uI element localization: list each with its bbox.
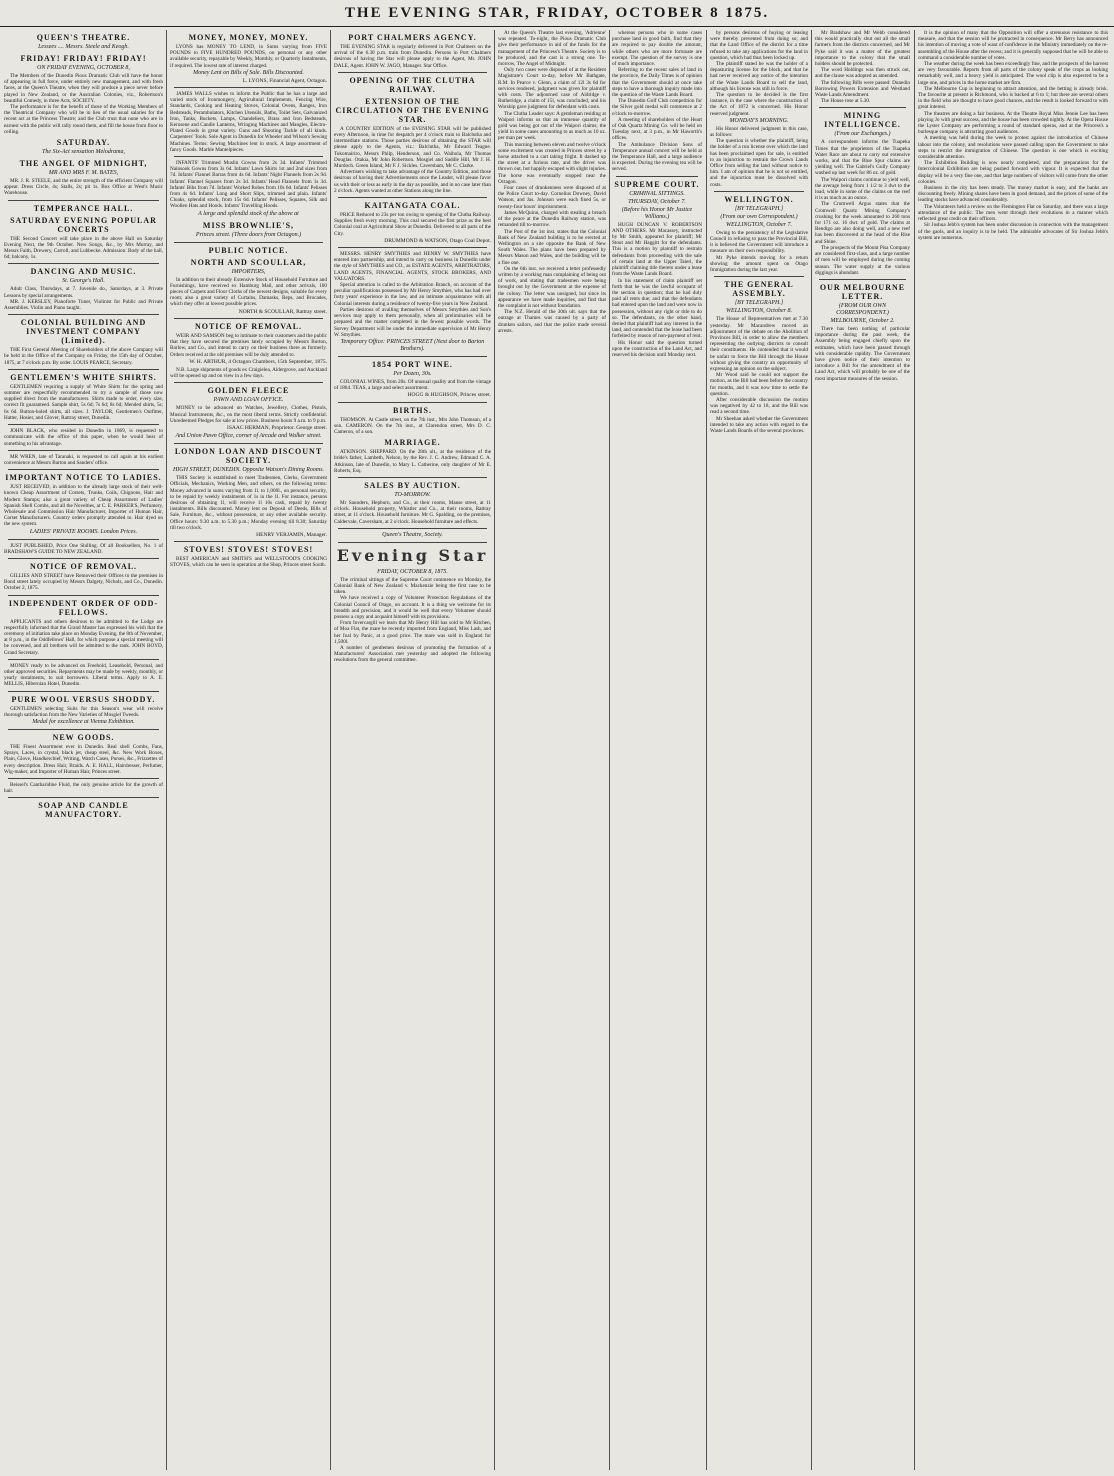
subheading: Princes street. (Three doors from Octagon.) [195, 231, 302, 238]
subheading: IMPORTERS, [231, 268, 266, 275]
signature-line: NORTH & SCOULLAR, Rattray street. [238, 308, 327, 315]
article-paragraph: THOMSON. At Castle street, on the 7th inst., Mrs John Thomson, of a son. CAMERON. On the 7th inst., at Clarendon street, Mrs D. C. Cameron, of a son. [334, 416, 491, 435]
signature-line: ISAAC HERMAN, Proprietor. George street. [227, 424, 327, 431]
article-paragraph: MR WREN, late of Taranaki, is requested to call again at his earliest convenience at Messrs Barton and Sanders' office. [4, 453, 163, 466]
section-heading: GOLDEN FLEECE [207, 386, 290, 396]
column-4 [498, 30, 606, 1470]
subheading: LADIES' PRIVATE ROOMS. London Prices. [29, 528, 138, 535]
article-paragraph: Sir Joshua Jebb's system has been under discussion in connection with the management of the gaols, and an inquiry is to be held. The admirable advocates of Sir Joshua Jebb's system are numerous. [918, 222, 1108, 241]
article-paragraph: In addition to their already Extensive Stock of Household Furniture and Furnishings, have received ex Hamburg Mail, and other arrivals, 100 pieces of Carpets and Floor Cloths of the newest designs, suitable for every room; also a great variety of Curtains, Damasks, Reps, and Brocades, which they offer at lowest possible prices. [170, 276, 327, 308]
article-paragraph: The House of Representatives met at 7.30 yesterday. Mr Macandrew moved an adjournment of the debate on the Abolition of Provinces Bill, in order to allow the members representing the outlying districts to consult their constituents. He contended that it would be unfair to force the Bill through the House without giving the country an opportunity of expressing an opinion on the subject. [710, 316, 808, 372]
article-paragraph: Advertisers wishing to take advantage of the Country Edition, and those desirous of having their Advertisements once the Leader, will please favor us with their or less as early in the day as possible, and in no case later than 2 o'clock. Agents wanted at other Stations along the line. [334, 169, 491, 194]
article-paragraph: PRICE Reduced to 23s per ton owing to opening of the Clutha Railway. Supplies fresh every morning. This coal secured the first prize as the best Colonial coal at Agricultural Show at Dunedin. Delivered to all parts of the City. [334, 212, 491, 237]
column-rule [811, 30, 812, 1470]
article-paragraph: At the Queen's Theatre last evening, 'Adrienne' was repeated. To-night, the Pious Dramatic Club give their performance in aid of the funds for the management of the Princess's Theatre. Society is to be produced, and the cast is a strong one. To-morrow, The Angel of Midnight. [498, 30, 606, 68]
article-paragraph: whereas persons who in some cases purchase land in good faith, find that they are required to pay double the amount, while others who are more fortunate are exempt. The question of the survey is one of much importance. [612, 30, 702, 68]
subheading: MELBOURNE, October 2. [830, 317, 895, 324]
section-heading: 1854 PORT WINE. [372, 359, 453, 369]
article-paragraph: MR. J. R. STEELE, and the entire strength of the efficient Company will appear. Dress Circle, 4s; Stalls, 2s; pit 1s. Box Office at West's Music Warehouse. [4, 178, 163, 197]
article-paragraph: MR. J. KERSLEY, Pianoforte Tuner, Violinist for Public and Private Assemblies. Violin and Piano taught. [4, 298, 163, 312]
subheading: Lessees .... Messrs. Steele and Keogh. [38, 44, 129, 50]
subheading: St. George's Hall. [62, 278, 105, 285]
article-paragraph: Special attention is called to the Arbitration Branch, on account of the peculiar qualifications possessed by Mr Henry Smythies, who has had over forty years' experience in the law, and an intimate acquaintance with all Colonial interests during a residence of twenty-five years in New Zealand. [334, 282, 491, 307]
column-separator [8, 424, 159, 425]
section-heading: SOAP AND CANDLE MANUFACTORY. [38, 801, 129, 820]
column-separator [338, 542, 487, 543]
column-separator [8, 314, 159, 315]
subheading: Temporary Office: PRINCES STREET (Next door to Barton Brothers). [340, 338, 485, 352]
article-paragraph: JUST PUBLISHED, Price One Shilling. Of all Booksellers, No. 1 of BRADSHAW'S GUIDE TO NEW ZEALAND. [4, 542, 163, 555]
article-paragraph: The question is whether the plaintiff, being the holder of a run license over which the land has been proclaimed open for sale, is entitled to an injunction to restrain the Crown Lands Office from selling the land without notice to him. I am of opinion that he is not so entitled, and the injunction must be dissolved with costs. [710, 138, 808, 188]
section-heading: DANCING AND MUSIC. [30, 267, 137, 277]
article-paragraph: GILLIES AND STREET have Removed their Offices to the premises in Bond street lately occupied by Messrs Dalgety, Nichols, and Co., Dunedin. October 2, 1875. [4, 572, 163, 592]
article-paragraph: HUGH DUNCAN V. ROBERTSON AND OTHERS. Mr Macassey, instructed by Mr Smith, appeared for plaintiff; Mr Stout and Mr Haggitt for the defendants. This is a motion by plaintiff to restrain defendants from proceeding with the sale of certain land at the Upper Taieri, the plaintiff claiming title thereto under a lease from the Waste Lands Board. [612, 221, 702, 278]
subheading: CRIMINAL SITTINGS. [629, 190, 685, 197]
subheading: Money Lent on Bills of Sale. Bills Discounted. [193, 69, 304, 76]
article-paragraph: Mr Saunders, Hepburn, and Co., at their rooms, Manse street, at 11 o'clock. Household property, Whistler and Co., at their rooms, Rattray street, at 11 o'clock. Household furniture. Mr G. Spalding, on the premises, Caldervale, Caversham, at 2 o'clock. Household furniture and effects. [334, 499, 491, 525]
article-paragraph: Mr Sheehan asked whether the Government intended to take any action with regard to the Waste Lands Boards of the several provinces. [710, 415, 808, 434]
article-paragraph: Only two cases were disposed of at the Resident Magistrate's Court to-day, before Mr Bathgate, R.M. In Pearce v. Glenn, a claim of 12l 3s 6d for services rendered, judgment was given for plaintiff with costs. The adjourned case of Aldridge v. Rutheridge, a claim of 15l, was concluded, and his Worship gave judgment for defendant with costs. [498, 67, 606, 111]
article-paragraph: On the 6th inst. we received a letter professedly written by a working man complaining of being out of work, and stating that tradesmen were being brought out by the Government at the expense of the colony. The letter was unsigned, but since its appearance we have made inquiries, and find that the complaint is not without foundation. [498, 265, 606, 309]
article-paragraph: MONEY to be advanced on Watches, Jewellery, Clothes, Pistols, Musical Instruments, &c., on the most liberal terms. Strictly confidential. Unredeemed Pledges for sale at low prices. Business hours 9 a.m. to 9 p.m. [170, 405, 327, 424]
column-1 [4, 30, 163, 1470]
section-heading: NOTICE OF REMOVAL. [29, 561, 138, 571]
article-paragraph: THE EVENING STAR is regularly delivered in Port Chalmers on the arrival of the 6.30 p.m. train from Dunedin. Persons in Port Chalmers desirous of having the Star will please apply to the Agent, Mr. JOHN DALE, Agent. JOHN W. JAGO, Manager. Star Office. [334, 44, 491, 69]
article-paragraph: In his statement of claim plaintiff set forth that he was the lawful occupant of the section in question; that he had duly paid all rents due; and that the defendants had entered upon the land and were now in possession, without any right or title to do so. The defendants, on the other hand, denied that plaintiff had any interest in the land, and contended that the lease had been forfeited by reason of non-payment of rent. [612, 277, 702, 340]
article-paragraph: Adult Class, Thursdays, at 7. Juvenile do., Saturdays, at 3. Private Lessons by special arrangements. [4, 286, 163, 299]
column-separator [174, 382, 323, 383]
column-rule [330, 30, 331, 1470]
subheading: (Before his Honor Mr Justice Williams.) [621, 206, 693, 220]
article-paragraph: The N.Z. Herald of the 30th ult. says that the outrage at Thames was caused by a party of drunken sailors, and that the police made several arrests. [498, 309, 606, 334]
column-separator [8, 369, 159, 370]
article-paragraph: After considerable discussion the motion was negatived by 42 to 18, and the Bill was read a second time. [710, 396, 808, 416]
article-paragraph: A COUNTRY EDITION of the EVENING STAR will be published every Afternoon, in time for despatch per 4 o'clock train to Balclutha and intermediate stations. Those parties desirous of obtaining the STAR will please apply to the Agents, viz.: Balclutha, Mr Edward Teague. Tokomairiro, Messrs Philp, Henderson, and Co. Waihola, Mr Thomas Douglas. Otakia, Mr John Robertson. Mosgiel and Saddle Hill, Mr J. H. Murdoch. Green Island, Mr F. J. Sickles. Caversham, Mr C. Clarke. [334, 125, 491, 170]
article-paragraph: GENTLEMEN selecting Suits for this Season's wear will receive thorough satisfaction from the New Varieties of Mosgiel Tweeds. [4, 705, 163, 718]
subheading: (FROM OUR OWN CORRESPONDENT.) [836, 302, 889, 316]
article-paragraph: His Honor delivered judgment in this case, as follows: [710, 125, 808, 139]
column-separator [8, 729, 159, 730]
section-heading: PUBLIC NOTICE. [208, 245, 289, 255]
column-6 [710, 30, 808, 1470]
section-heading: STOVES! STOVES! STOVES! [183, 545, 314, 555]
column-separator [8, 450, 159, 451]
column-rule [914, 30, 915, 1470]
column-rule [166, 30, 167, 1470]
signature-line: HOGG & HUGHSON, Princes street. [407, 392, 491, 399]
article-paragraph: JUST RECEIVED, in addition to the already large stock of their well-known Cheap Assortment of Corsets, Trunks, Coils, Chignons, Hair and Modern Stamps; also a great variety of Cheap Assortment of Ladies' Spanish Shell Combs, and all the Novelties, at C. E. PARKER'S, Perfumery, Wholesale and Commission Hair Manufacturer, Importer of Human Hair, Corset Manufacturers. Country orders promptly attended to. Hair dyed on the new system. [4, 484, 163, 528]
article-paragraph: JAMES WALLS wishes to inform the Public that he has a large and varied stock of Ironmongery, Agricultural Implements, Fencing Wire, Standards, Cooking and Heating Stoves, Colonial Ovens, Ranges, Iron Bedsteads, Perambulators, Kitchen Utensils, Baths, Toilet Sets, Galvanized Iron, Tanks, Buckets, Lamps, Chandeliers, Brass and Iron Bedsteads, Kerosene and Candle Lanterns, Wringing Machines and Mangles, Electro-Plated Goods in great variety. Guns and Shooting Tackle of all kinds. Carpenters' Tools. Sole Agent in Dunedin for Wheeler and Wilson's Sewing Machines. Terms: Sewing Machines lent in stock. A large assortment of fancy Goods. Marble Mantelpieces. [170, 91, 327, 153]
section-heading: OPENING OF THE CLUTHA RAILWAY. [349, 75, 476, 94]
column-separator [338, 197, 487, 198]
subheading: ON FRIDAY EVENING, OCTOBER 8, [37, 65, 130, 71]
article-paragraph: A number of gentlemen desirous of promoting the formation of a Manufacturers' Association met yesterday and adopted the following resolutions from the general committee. [334, 644, 491, 664]
article-paragraph: ATKINSON. SHEPPARD. On the 28th ult., at the residence of the bride's father, Lambeth, Nelson, by the Rev. J. C. Andrew, Edmund C. A. Atkinson, late of Dunedin, to Mary L. Catherine, only daughter of Mr E. Roberts, Esq. [334, 449, 491, 474]
subheading: WELLINGTON, October 7. [726, 221, 792, 228]
article-paragraph: The plaintiff stated he was the holder of a depasturing license for the block, and that he had never received any notice of the intention of the Waste Lands Board to sell the land, although his license was still in force. [710, 61, 808, 92]
article-paragraph: Beissel's Cantharidine Fluid, the only genuine article for the growth of hair. [4, 782, 163, 795]
signature-line: DRUMMOND & WATSON, Otago Coal Depot. [384, 237, 491, 244]
article-paragraph: The Exhibition Building is now nearly completed, and the preparations for the Intercolonial Exhibition are being pushed forward with vigour. It is expected that the display will be a very fine one, and that large numbers of visitors will come from the other colonies. [918, 160, 1108, 185]
article-paragraph: The Melbourne Cup is beginning to attract attention, and the betting is already brisk. The favourite at present is Richmond, who is backed at 6 to 1; but there are several others in the field who are thought to have good chances, and the result is looked forward to with great interest. [918, 85, 1108, 111]
article-paragraph: The weather during the week has been exceedingly fine, and the prospects of the harvest are very favourable. Reports from all parts of the colony speak of the crops as looking remarkably well, and a heavy yield is anticipated. The wool clip is also expected to be a large one, and prices in the home market are firm. [918, 61, 1108, 86]
signature-line: L. LYONS, Financial Agent, Octagon. [242, 77, 327, 84]
subheading: TO-MORROW. [394, 491, 431, 498]
column-separator [8, 595, 159, 596]
section-heading: MISS BROWNLIE'S, [202, 220, 295, 230]
article-paragraph: The House rose at 5.30. [821, 98, 871, 105]
section-heading: TEMPERANCE HALL. [33, 203, 134, 213]
article-paragraph: A correspondent informs the Tuapeka Times that the proprietors of the Tuapeka Water Race are about to carry out extensive works, and that the Blue Spur claims are yielding well. The Gabriel's Gully Company washed up last week for 86 oz. of gold. [815, 139, 910, 177]
subheading: The Six-Act sensation Melodrama, [42, 149, 125, 156]
signature-line: W. H. ARTHUR, 4 Octagon Chambers, 15th September, 1875. [189, 358, 327, 365]
article-paragraph: His Honor said the question turned upon the construction of the Land Act, and reserved his decision until Monday next. [612, 339, 702, 358]
article-paragraph: This morning between eleven and twelve o'clock some excitement was created in Princes street by a horse attached to a cart taking fright. It dashed up the street at a furious rate, and the driver was thrown out, but happily escaped with slight injuries. The horse was eventually stopped near the Octagon. [498, 141, 606, 185]
section-heading: NORTH AND SCOULLAR, [190, 257, 307, 267]
subheading: HIGH STREET, DUNEDIN. Opposite Watson's Dining Rooms. [172, 467, 325, 474]
subheading: And Union Pawn Office, corner of Arcade and Walker street. [175, 433, 322, 440]
article-paragraph: Mr Wood said he could not support the motion, as the Bill had been before the country for months, and it was now time to settle the question. [710, 372, 808, 397]
column-separator [8, 558, 159, 559]
subheading: MONDAY'S MORNING. [729, 117, 789, 124]
column-separator [8, 778, 159, 779]
section-heading: SATURDAY EVENING POPULAR CONCERTS [10, 215, 157, 234]
article-paragraph: Business in the city has been steady. The money market is easy, and the banks are discounting freely. Mining shares have been in good demand, and the prices of some of the leading stocks have advanced considerably. [918, 185, 1108, 204]
article-paragraph: The Ambulance Division Sons of Temperance annual concert will be held at the Temperance Hall, and a large audience is expected. During the evening tea will be served. [612, 141, 702, 173]
article-paragraph: A meeting of shareholders of the Heart of Oak Quartz Mining Co. will be held on Tuesday next, at 3 p.m., in Mr Haworth's offices. [612, 116, 702, 142]
article-paragraph: LYONS has MONEY TO LEND, in Sums varying from FIVE POUNDS to FIVE HUNDRED POUNDS, on personal or any other available security, repayable by Weekly, Monthly, or Quarterly Instalments, if required. The lowest rate of interest charged. [170, 44, 327, 69]
article-paragraph: It is the opinion of many that the Opposition will offer a strenuous resistance to this measure, and that the session will be protracted in consequence. Mr Berry has announced his intention of moving a vote of want of confidence in the Ministry immediately on the re-assembling of the House after the recess; and it is generally supposed that he will be able to command a considerable number of votes. [918, 30, 1108, 61]
section-heading: THE GENERAL ASSEMBLY. [724, 280, 794, 299]
article-paragraph: THE Finest Assortment ever in Dunedin. Real shell Combs, Fans, Sprays, Laces, in crystal, black jet, cheap steel, &c. New Work Boxes, Plain, Glove, Handkerchief, Writing, Watch Cases, Purses, &c., Frizzettes of every description. Dress Hair, Braids. A. E. HALL, Hairdresser, Perfumer, Wig-maker, and Importer of Human Hair, Princes street. [4, 743, 163, 775]
column-5 [612, 30, 702, 1470]
column-separator [338, 477, 487, 478]
article-paragraph: MONEY ready to be advanced on Freehold, Leasehold, Personal, and other approved securities. Repayments may be made by weekly, monthly, or yearly instalments, to suit borrowers. Liberal terms. Apply to A. E. MELLIS, Hibernian Hotel, Dunedin. [4, 662, 163, 688]
subheading: WELLINGTON, October 8. [726, 308, 792, 315]
section-heading: NEW GOODS. [52, 732, 115, 742]
section-heading: EXTENSION OF THE CIRCULATION OF THE EVENING STAR. [335, 96, 490, 124]
column-separator [819, 107, 906, 108]
section-heading: MARRIAGE. [384, 438, 441, 448]
article-paragraph: The Clutha Leader says: A gentleman residing at Waipori informs us that an immense quantity of gold was being got out of the Waipori claims; the yield in some cases amounting to as much as 10 oz. per man per week. [498, 110, 606, 142]
article-paragraph: Owing to the persistency of the Legislative Council in refusing to pass the Provincial Bill, it is believed the Government will introduce a measure on their own responsibility. [710, 229, 808, 255]
column-separator [714, 191, 804, 192]
masthead: THE EVENING STAR, FRIDAY, OCTOBER 8 1875. [0, 0, 1114, 27]
column-7 [815, 30, 910, 1470]
article-paragraph: The criminal sittings of the Supreme Court commence on Monday, the Colonial Bank of New Zealand v. Mackenzie being the first case to be taken. [334, 576, 491, 596]
article-paragraph: Referring to the recent sales of land in the province, the Daily Times is of opinion that the Government should at once take steps to have a thorough inquiry made into the question of the Waste Lands Board. [612, 67, 702, 99]
subheading: A large and splendid stock of the above at [198, 210, 299, 217]
column-separator [714, 276, 804, 277]
article-paragraph: WEIR AND SAMSON beg to intimate to their customers and the public that they have secured the premises lately occupied by Messrs Burton, Barlow, and Co., and intend to carry on their business there as formerly. Orders received at the old premises will be duly attended to. [170, 332, 327, 358]
article-paragraph: INFANTS' Trimmed Muslin Gowns from 2s 3d. Infants' Trimmed Nainsook Gowns from 3s 6d. Infants' Lawn Shirts 1st and 2nd sizes from 7d. Infants' Flannel Barras from 4s 6d. Infants' Night Flannels from 2s 9d. Infants' Flannel Squares from 2s 3d. Infants' Head Flannels from 1s 3d. Infants' Bibs from 7d. Infants' Worked Robes from 10s 6d. Infants' Pelisses from 4s 6d. Infants' Long and Short Slips, trimmed and plain. Infants' Cloaks, splendid stock, from 15s 6d. Infants' Pelisses, Squares, Silk and Woollen Hats and Hoods. Infants' Travelling Hoods. [170, 160, 327, 210]
section-heading: INDEPENDENT ORDER OF ODD-FELLOWS. [8, 598, 159, 617]
article-paragraph: THE Second Concert will take place in the above Hall on Saturday Evening Next, the 9th October. New Songs, &c., by Mrs Murray, and Messrs Faith, Drewery, Carroll, and Lubbecke. Admission: Body of the hall, 6d; balcony, 1s. [4, 235, 163, 261]
section-heading: NOTICE OF REMOVAL. [194, 321, 303, 331]
section-heading: SATURDAY. [56, 138, 111, 148]
column-separator [8, 539, 159, 540]
article-paragraph: The prospects of the Mount Pisa Company are considered first-class, and a large number of men will be employed during the coming season. The water supply at the various diggings is abundant. [815, 244, 910, 276]
column-separator [8, 797, 159, 798]
section-heading: KAITANGATA COAL. [364, 201, 461, 211]
subheading: (From our Exchanges.) [834, 131, 891, 138]
article-paragraph: COLONIAL WINES, from 20s. Of unusual quality and from the vintage of 1864. TEAS, a large and select assortment. [334, 378, 491, 392]
article-paragraph: MESSRS. HENRY SMYTHIES and HENRY W. SMYTHIES have entered into partnership, and intend to carry on business in Dunedin under the style of SMYTHIES and CO., as ESTATE AGENTS, ARBITRATORS, LAND AGENTS, FINANCIAL AGENTS, STOCK BROKERS, AND VALUATORS. [334, 251, 491, 282]
section-heading: COLONIAL BUILDING AND INVESTMENT COMPANY (Limited). [20, 318, 147, 346]
section-heading: WELLINGTON. [724, 194, 794, 204]
article-paragraph: N.B. Large shipments of goods ex Craigielea, Aldergrove, and Auckland will be opened up and on view in a few days. [170, 366, 327, 380]
article-paragraph: The Waipori claims continue to yield well, the average being from 1 1/2 to 3 dwt to the load, while in some of the claims on the reef it is as much as an ounce. [815, 176, 910, 202]
article-paragraph: GENTLEMEN requiring a supply of White Shirts for the spring and summer are respectfully recommended to try a sample of those now supplied direct from the manufacturers. Shirts made to order, every size, correct fit guaranteed. Sample shirt, 5s 6d; 7s 6d; 8s 6d; Mended shirts, 5s; 6s 6d. Button-holed shirts, all sizes. J. TAYLOR, Gentlemen's Outfitter, Hatter, Hosier, and Glover, Rattray street, Dunedin. [4, 383, 163, 421]
column-separator [8, 691, 159, 692]
section-heading: OUR MELBOURNE LETTER. [819, 282, 906, 301]
section-heading: SUPREME COURT. [614, 179, 700, 189]
subheading: [BY TELEGRAPH.] [734, 300, 784, 307]
column-separator [8, 200, 159, 201]
article-paragraph: The theatres are doing a fair business. At the Theatre Royal Miss Jennie Lee has been playing Jo with great success, and the house has been crowded nightly. At the Opera House the Lyster Company are performing a round of standard operas, and at the Princess's a burlesque company is attracting good audiences. [918, 110, 1108, 136]
article-paragraph: The Volunteers held a review on the Flemington Flat on Saturday, and there was a large attendance of the public. The men went through their evolutions in a manner which reflected great credit on their officers. [918, 203, 1108, 223]
subheading: Medal for excellence at Vienna Exhibition. [32, 718, 135, 725]
article-paragraph: BEST AMERICAN and SMITH'S and WELLSTOOD'S COOKING STOVES, which can be seen in operation at the Shop, Princes street South. [170, 556, 327, 569]
column-separator [174, 242, 323, 243]
column-separator [8, 659, 159, 660]
section-heading: PURE WOOL VERSUS SHODDY. [11, 694, 156, 704]
column-rule [494, 30, 495, 1470]
article-paragraph: The Dunedin Golf Club competition for the Silver gold medal will commence at 2 o'clock to-morrow. [612, 98, 702, 117]
signature-line: HENRY VERJAMIN, Manager. [256, 531, 327, 538]
section-heading: IMPORTANT NOTICE TO LADIES. [5, 473, 162, 483]
subheading: MR AND MRS F. M. BATES, [48, 170, 119, 177]
subheading: PAWN AND LOAN OFFICE. [213, 397, 284, 404]
subheading: (From our own Correspondent.) [720, 213, 798, 220]
column-separator [338, 247, 487, 248]
article-paragraph: Mr Bradshaw and Mr Webb considered this would practically shut out all the small farmers from the districts concerned, and Mr Pyke said it was a matter of the greatest importance to the colony that the small holders should be protected. [815, 30, 910, 68]
column-separator [174, 156, 323, 157]
subheading: Queen's Theatre, Society. [382, 531, 443, 538]
article-paragraph: There has been nothing of particular importance during the past week, the Assembly being engaged chiefly upon the estimates, which have been passed through with considerable rapidity. The Government have given notice of their intention to introduce a Bill for the amendment of the Land Act, which will probably be one of the most important measures of the session. [815, 325, 910, 382]
article-paragraph: Four cases of drunkenness were disposed of at the Police Court to-day. Cornelius Downey, David Watson, and Jas. Johnson were each fined 5s, or twenty-four hours' imprisonment. [498, 185, 606, 210]
article-paragraph: The performance is for the benefit of those of the Working Members of the Theatrical Company who will be in lieu of the usual salaries for the recent act at the Princess Theatre; and the Club trust that none who are in earnest with the public will rally round them, and fill the house from floor to ceiling. [4, 104, 163, 135]
section-heading: THE ANGEL OF MIDNIGHT, [19, 159, 148, 169]
article-paragraph: The following Bills were passed: Dunedin Borrowing Powers Extension and Westland Waste Lands Amendment. [815, 79, 910, 99]
column-separator [174, 443, 323, 444]
column-separator [174, 318, 323, 319]
article-paragraph: by persons desirous of buying or leasing were thereby prevented from doing so; and that the Land Office of the district for a time refused to take any applications for the land in question, which had thus been locked up. [710, 30, 808, 61]
column-separator [174, 541, 323, 542]
section-heading: MONEY, MONEY, MONEY. [188, 33, 309, 42]
column-separator [8, 263, 159, 264]
column-separator [338, 402, 487, 403]
article-paragraph: THIS Society is established to meet Tradesmen, Clerks, Government Officials, Mechanics, Working Men, and others, on the following terms: Money advanced in sums varying from 1l. to 1,000l., on personal security, to be repaid by weekly instalments of 1s in the 1l. For instance, persons desirous of obtaining 1l, will receive 1l 10s cash, repaid by twenty instalments. Bills discounted. Money lent on Deposit of Deeds, Bills of Sale, Furniture, &c., without possession, or any other available security. Office hours: 9.30 a.m. to 5.30 p.m.; Monday evening till 8.30; Saturday till two o'clock. [170, 475, 327, 531]
column-rule [609, 30, 610, 1470]
column-2 [170, 30, 327, 1470]
article-paragraph: We have received a copy of Volunteer Protection Regulations of the Colonial Council of Otago, on account. It is a thing we welcome for its breadth and precision, and it would be well that every Volunteer should possess a copy and acquaint himself with its provisions. [334, 595, 491, 620]
column-separator [338, 356, 487, 357]
section-heading: MINING INTELLIGENCE. [824, 111, 901, 130]
section-heading: QUEEN'S THEATRE. [36, 33, 131, 42]
newspaper-nameplate: Evening Star [336, 545, 489, 565]
column-separator [338, 528, 487, 529]
article-paragraph: JOHN BLACK, who resided in Dunedin in 1869, is requested to communicate with the office of this paper, when he would hear of something to his advantage. [4, 428, 163, 447]
subheading: THURSDAY, October 7. [628, 198, 686, 205]
subheading: Per Dozen, 30s. [393, 370, 432, 377]
article-paragraph: The question to be decided is the first instance, in the case where the construction of the Act of 1872 is concerned. His Honor reserved judgment. [710, 92, 808, 117]
article-paragraph: From Invercargill we learn that Mr Henry Hill has sold to Mr Kitchen, of Moa Flat, the mare he recently imported from England, Miss Lash, and her foal by Panic, at a good price. The mare was sold in England for 1,500l. [334, 620, 491, 645]
article-paragraph: THE First General Meeting of Shareholders of the above Company will be held in the Office of the Company on Friday, the 15th day of October, 1875, at 7 o'clock p.m. By order. LOUIS PEARCE, Secretary. [4, 347, 163, 366]
article-paragraph: Mr Pyke intends moving for a return showing the amount spent on Otago Immigration during the last year. [710, 254, 808, 274]
article-paragraph: The Cromwell Argus states that the Cromwell Quartz Mining Company's crushing for the week amounted to 260 tons for 171 oz. 16 dwt. of gold. The claims at Bendigo are also doing well, and a new reef has been discovered at the head of the Rise and Shine. [815, 201, 910, 245]
column-separator [8, 469, 159, 470]
section-heading: LONDON LOAN AND DISCOUNT SOCIETY. [174, 447, 323, 466]
section-heading: PORT CHALMERS AGENCY. [348, 33, 477, 42]
column-separator [338, 72, 487, 73]
article-paragraph: James McQuinn, charged with stealing a breach of the peace at the Dunedin Railway station, was remanded till to-morrow. [498, 209, 606, 229]
section-heading: BIRTHS. [393, 405, 432, 415]
article-paragraph: The word Holdings was then struck out, and the clause was adopted as amended. [815, 67, 910, 80]
article-paragraph: Parties desirous of availing themselves of Messrs Smythies and Son's services may apply to them personally, when all preliminaries will be prepared and the matter completed in the fewest possible words. The Survey Department will be under the immediate supervision of Mr Henry W. Smythies. [334, 306, 491, 338]
column-separator [174, 87, 323, 88]
article-paragraph: The Post of the 1st inst. states that the Colonial Bank of New Zealand building is to be erected at Wellington on a site opposite the Bank of New South Wales. The plans have been prepared by Messrs Mason and Wales, and the building will be a fine one. [498, 228, 606, 266]
column-8 [918, 30, 1108, 1470]
article-paragraph: APPLICANTS and others desirous to be admitted to the Lodge are respectfully informed that the Grand Master has expressed his wish that the ceremony of initiation take place on Monday Evening, the 8th of November, at 8 p.m., in the Oddfellows' Hall, for which purpose a special meeting will be convened, and all brethren will be admitted to the rank. JOHN BOYD, Grand Secretary. [4, 618, 163, 656]
section-heading: GENTLEMEN'S WHITE SHIRTS. [10, 372, 157, 382]
section-heading: FRIDAY! FRIDAY! FRIDAY! [20, 54, 147, 63]
column-separator [616, 176, 698, 177]
column-rule [706, 30, 707, 1470]
section-heading: SALES BY AUCTION. [364, 480, 461, 490]
article-paragraph: A meeting was held during the week to protest against the introduction of Chinese labour into the colony, and resolutions were passed calling upon the Government to take steps to restrict the immigration of Chinese. The question is one which is exciting considerable attention. [918, 135, 1108, 161]
subheading: FRIDAY, OCTOBER 8, 1875. [377, 568, 448, 575]
article-paragraph: The Members of the Dunedin Pious Dramatic Club will have the honor of appearing in full force, under entirely new management, and with fresh faces, at the Queen's Theatre, when they will produce a piece never before played in New Zealand, or the Australian Colonies, viz., Robertson's beautiful Comedy, in three Acts, SOCIETY. [4, 73, 163, 104]
subheading: [BY TELEGRAPH.] [734, 205, 784, 212]
column-3 [334, 30, 491, 1470]
column-separator [819, 279, 906, 280]
